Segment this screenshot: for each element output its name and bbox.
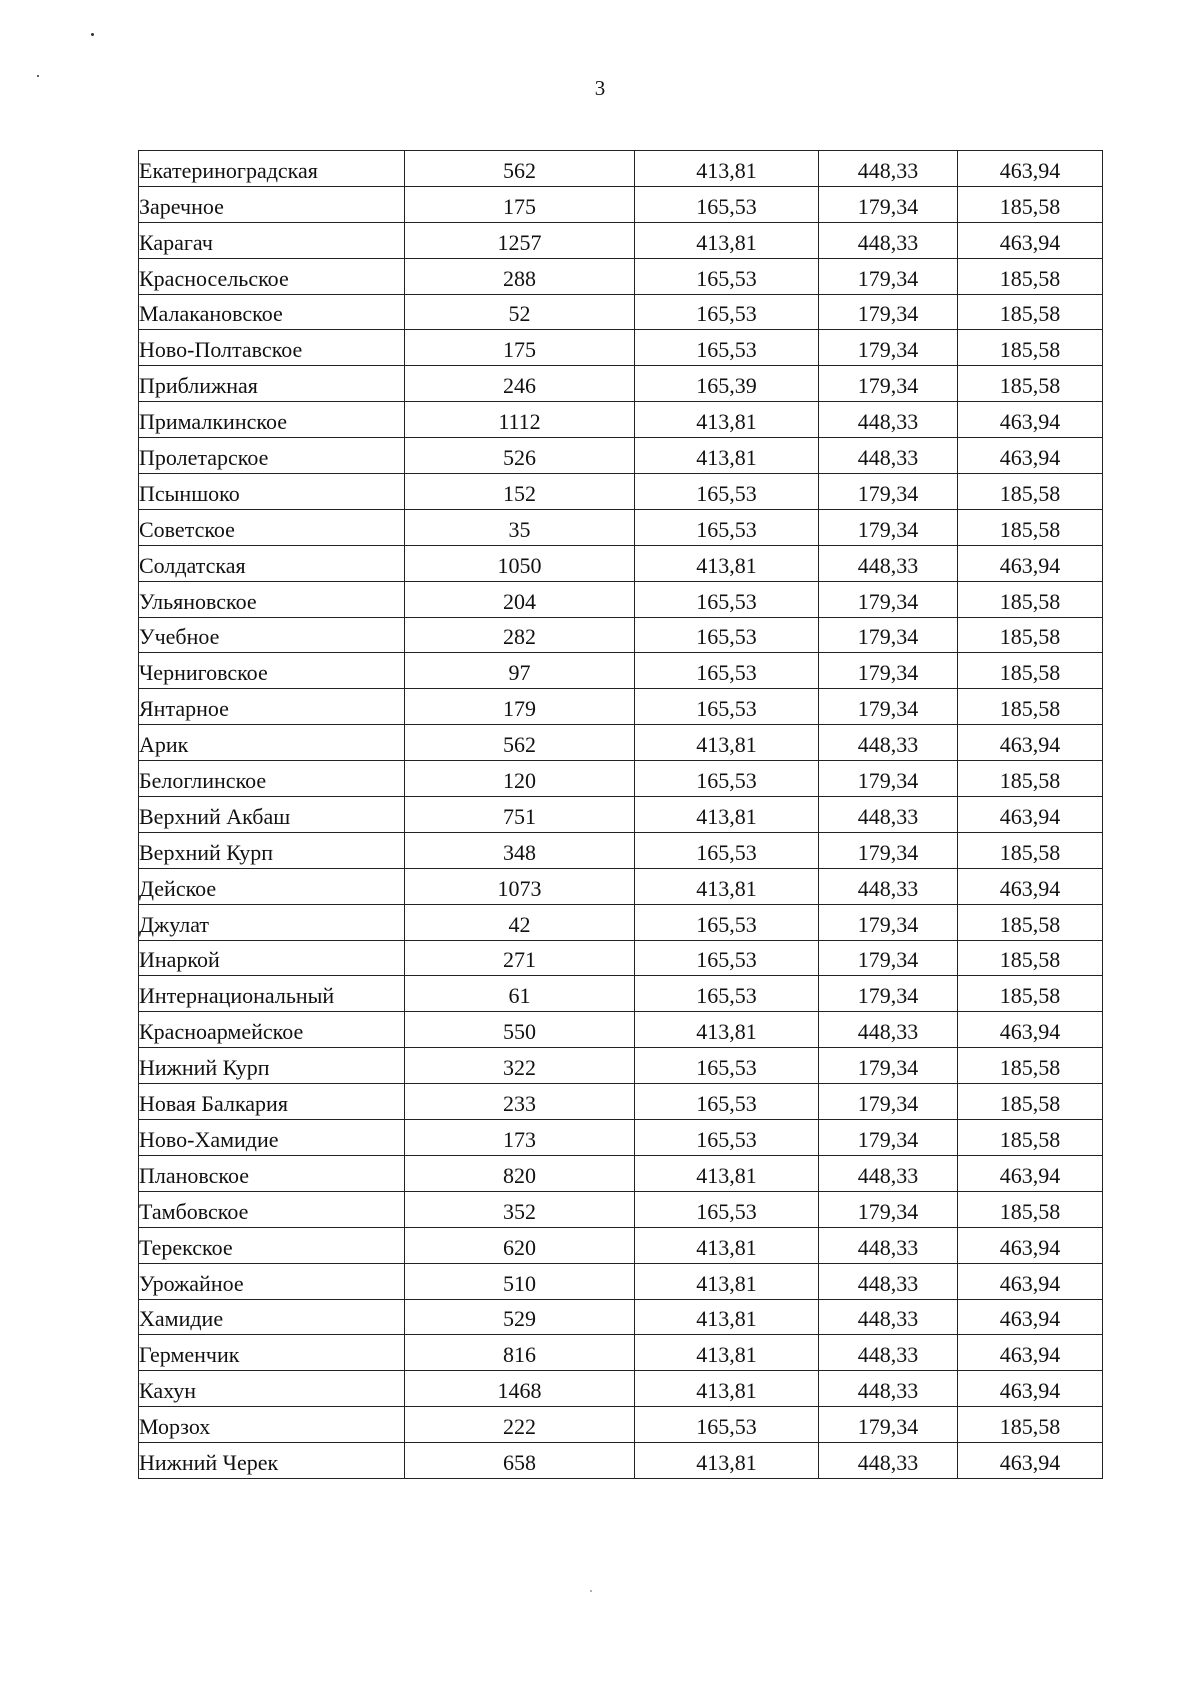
rate-2-cell: 448,33 — [819, 402, 958, 438]
rate-3-cell: 185,58 — [958, 1120, 1103, 1156]
table-row — [139, 509, 1103, 545]
table-row — [139, 1012, 1103, 1048]
table-row — [139, 366, 1103, 402]
settlement-name-cell: Солдатская — [139, 545, 405, 581]
rate-3-cell: 185,58 — [958, 186, 1103, 222]
rate-2-cell: 179,34 — [819, 653, 958, 689]
rate-2-cell: 179,34 — [819, 617, 958, 653]
table-body — [139, 151, 1103, 1479]
count-cell: 526 — [405, 438, 635, 474]
rate-1-cell: 165,53 — [635, 761, 819, 797]
rate-1-cell: 165,53 — [635, 1084, 819, 1120]
rate-3-cell: 185,58 — [958, 366, 1103, 402]
count-cell: 120 — [405, 761, 635, 797]
rate-1-cell: 165,53 — [635, 330, 819, 366]
count-cell: 620 — [405, 1227, 635, 1263]
rate-3-cell: 463,94 — [958, 1299, 1103, 1335]
count-cell: 1073 — [405, 868, 635, 904]
settlement-name-cell: Черниговское — [139, 653, 405, 689]
rate-3-cell: 185,58 — [958, 653, 1103, 689]
rate-2-cell: 179,34 — [819, 581, 958, 617]
rate-1-cell: 165,53 — [635, 1407, 819, 1443]
rate-2-cell: 448,33 — [819, 868, 958, 904]
table-row — [139, 832, 1103, 868]
table-row — [139, 725, 1103, 761]
rate-1-cell: 413,81 — [635, 222, 819, 258]
table-row — [139, 330, 1103, 366]
rate-2-cell: 179,34 — [819, 186, 958, 222]
rate-2-cell: 179,34 — [819, 689, 958, 725]
rate-2-cell: 448,33 — [819, 1335, 958, 1371]
rate-3-cell: 463,94 — [958, 1155, 1103, 1191]
count-cell: 204 — [405, 581, 635, 617]
count-cell: 173 — [405, 1120, 635, 1156]
settlement-name-cell: Интернациональный — [139, 976, 405, 1012]
rate-2-cell: 179,34 — [819, 976, 958, 1012]
rate-1-cell: 165,53 — [635, 474, 819, 510]
table-row — [139, 545, 1103, 581]
rate-3-cell: 185,58 — [958, 581, 1103, 617]
page-number: 3 — [594, 76, 606, 100]
count-cell: 152 — [405, 474, 635, 510]
rate-3-cell: 185,58 — [958, 617, 1103, 653]
settlement-name-cell: Малакановское — [139, 294, 405, 330]
settlement-name-cell: Приближная — [139, 366, 405, 402]
rate-1-cell: 165,53 — [635, 904, 819, 940]
rate-1-cell: 165,53 — [635, 689, 819, 725]
count-cell: 1468 — [405, 1371, 635, 1407]
settlement-name-cell: Кахун — [139, 1371, 405, 1407]
table-row — [139, 438, 1103, 474]
rate-2-cell: 448,33 — [819, 1012, 958, 1048]
rate-2-cell: 179,34 — [819, 1407, 958, 1443]
table-row — [139, 1084, 1103, 1120]
count-cell: 282 — [405, 617, 635, 653]
rate-3-cell: 463,94 — [958, 1443, 1103, 1479]
rate-3-cell: 463,94 — [958, 868, 1103, 904]
table-row — [139, 151, 1103, 187]
table-row — [139, 258, 1103, 294]
rate-2-cell: 448,33 — [819, 222, 958, 258]
rate-2-cell: 179,34 — [819, 1084, 958, 1120]
rate-1-cell: 413,81 — [635, 438, 819, 474]
rate-1-cell: 165,53 — [635, 832, 819, 868]
settlement-name-cell: Новая Балкария — [139, 1084, 405, 1120]
scan-speck — [590, 1590, 592, 1592]
rate-1-cell: 413,81 — [635, 1299, 819, 1335]
rate-2-cell: 179,34 — [819, 258, 958, 294]
rate-1-cell: 165,53 — [635, 617, 819, 653]
table-row — [139, 1155, 1103, 1191]
table-row — [139, 402, 1103, 438]
settlement-name-cell: Арик — [139, 725, 405, 761]
rate-1-cell: 413,81 — [635, 1371, 819, 1407]
settlement-name-cell: Герменчик — [139, 1335, 405, 1371]
rate-3-cell: 463,94 — [958, 797, 1103, 833]
table-row — [139, 294, 1103, 330]
rate-2-cell: 179,34 — [819, 761, 958, 797]
rate-2-cell: 179,34 — [819, 1048, 958, 1084]
rate-3-cell: 463,94 — [958, 151, 1103, 187]
scan-speck — [91, 33, 94, 36]
settlement-name-cell: Екатериноградская — [139, 151, 405, 187]
table-row — [139, 1227, 1103, 1263]
rate-1-cell: 165,39 — [635, 366, 819, 402]
settlement-name-cell: Карагач — [139, 222, 405, 258]
rate-2-cell: 179,34 — [819, 940, 958, 976]
count-cell: 42 — [405, 904, 635, 940]
settlement-name-cell: Янтарное — [139, 689, 405, 725]
table-row — [139, 617, 1103, 653]
rate-2-cell: 448,33 — [819, 1371, 958, 1407]
rate-3-cell: 185,58 — [958, 689, 1103, 725]
settlement-name-cell: Красносельское — [139, 258, 405, 294]
count-cell: 246 — [405, 366, 635, 402]
table-row — [139, 581, 1103, 617]
table-row — [139, 222, 1103, 258]
rate-2-cell: 448,33 — [819, 1227, 958, 1263]
table-row — [139, 186, 1103, 222]
count-cell: 61 — [405, 976, 635, 1012]
table-row — [139, 976, 1103, 1012]
table-row — [139, 868, 1103, 904]
rate-1-cell: 413,81 — [635, 1335, 819, 1371]
table-row — [139, 940, 1103, 976]
rate-3-cell: 185,58 — [958, 832, 1103, 868]
table-row — [139, 1048, 1103, 1084]
settlement-name-cell: Ульяновское — [139, 581, 405, 617]
rate-1-cell: 165,53 — [635, 1048, 819, 1084]
count-cell: 35 — [405, 509, 635, 545]
rate-1-cell: 165,53 — [635, 940, 819, 976]
rate-1-cell: 165,53 — [635, 509, 819, 545]
rate-1-cell: 413,81 — [635, 725, 819, 761]
settlement-name-cell: Верхний Курп — [139, 832, 405, 868]
settlement-name-cell: Белоглинское — [139, 761, 405, 797]
rate-3-cell: 463,94 — [958, 1371, 1103, 1407]
settlement-name-cell: Ново-Хамидие — [139, 1120, 405, 1156]
rate-1-cell: 413,81 — [635, 797, 819, 833]
count-cell: 179 — [405, 689, 635, 725]
count-cell: 820 — [405, 1155, 635, 1191]
count-cell: 1112 — [405, 402, 635, 438]
rate-1-cell: 165,53 — [635, 653, 819, 689]
rate-3-cell: 463,94 — [958, 725, 1103, 761]
rate-3-cell: 463,94 — [958, 222, 1103, 258]
table-row — [139, 653, 1103, 689]
settlement-name-cell: Псыншоко — [139, 474, 405, 510]
rate-1-cell: 165,53 — [635, 1120, 819, 1156]
settlement-name-cell: Заречное — [139, 186, 405, 222]
table-row — [139, 1191, 1103, 1227]
rate-2-cell: 448,33 — [819, 1299, 958, 1335]
rate-3-cell: 463,94 — [958, 402, 1103, 438]
rate-2-cell: 179,34 — [819, 294, 958, 330]
settlements-table — [138, 150, 1103, 1479]
table-row — [139, 1299, 1103, 1335]
rate-2-cell: 448,33 — [819, 1263, 958, 1299]
settlement-name-cell: Терекское — [139, 1227, 405, 1263]
table-row — [139, 761, 1103, 797]
rate-1-cell: 165,53 — [635, 976, 819, 1012]
settlement-name-cell: Ново-Полтавское — [139, 330, 405, 366]
rate-3-cell: 185,58 — [958, 976, 1103, 1012]
table-row — [139, 474, 1103, 510]
rate-3-cell: 185,58 — [958, 1407, 1103, 1443]
rate-2-cell: 448,33 — [819, 438, 958, 474]
count-cell: 322 — [405, 1048, 635, 1084]
rate-2-cell: 179,34 — [819, 1120, 958, 1156]
table-row — [139, 797, 1103, 833]
rate-3-cell: 463,94 — [958, 545, 1103, 581]
count-cell: 222 — [405, 1407, 635, 1443]
count-cell: 175 — [405, 186, 635, 222]
count-cell: 816 — [405, 1335, 635, 1371]
rate-3-cell: 185,58 — [958, 1191, 1103, 1227]
rate-1-cell: 413,81 — [635, 1012, 819, 1048]
table-row — [139, 1371, 1103, 1407]
count-cell: 562 — [405, 151, 635, 187]
settlement-name-cell: Учебное — [139, 617, 405, 653]
count-cell: 352 — [405, 1191, 635, 1227]
settlement-name-cell: Джулат — [139, 904, 405, 940]
count-cell: 233 — [405, 1084, 635, 1120]
rate-2-cell: 448,33 — [819, 1155, 958, 1191]
settlement-name-cell: Нижний Курп — [139, 1048, 405, 1084]
rate-1-cell: 165,53 — [635, 581, 819, 617]
rate-3-cell: 185,58 — [958, 258, 1103, 294]
rate-2-cell: 179,34 — [819, 1191, 958, 1227]
count-cell: 510 — [405, 1263, 635, 1299]
settlement-name-cell: Урожайное — [139, 1263, 405, 1299]
settlement-name-cell: Нижний Черек — [139, 1443, 405, 1479]
rate-2-cell: 448,33 — [819, 1443, 958, 1479]
rate-3-cell: 463,94 — [958, 438, 1103, 474]
table-row — [139, 1120, 1103, 1156]
rate-1-cell: 413,81 — [635, 868, 819, 904]
rate-3-cell: 185,58 — [958, 1084, 1103, 1120]
rate-2-cell: 179,34 — [819, 509, 958, 545]
rate-1-cell: 413,81 — [635, 1443, 819, 1479]
rate-3-cell: 185,58 — [958, 904, 1103, 940]
table-row — [139, 689, 1103, 725]
count-cell: 529 — [405, 1299, 635, 1335]
table-row — [139, 1407, 1103, 1443]
rate-1-cell: 165,53 — [635, 186, 819, 222]
rate-2-cell: 448,33 — [819, 797, 958, 833]
count-cell: 1257 — [405, 222, 635, 258]
settlement-name-cell: Плановское — [139, 1155, 405, 1191]
rate-1-cell: 413,81 — [635, 545, 819, 581]
settlement-name-cell: Прималкинское — [139, 402, 405, 438]
rate-3-cell: 185,58 — [958, 761, 1103, 797]
settlement-name-cell: Верхний Акбаш — [139, 797, 405, 833]
count-cell: 1050 — [405, 545, 635, 581]
count-cell: 348 — [405, 832, 635, 868]
rate-3-cell: 185,58 — [958, 294, 1103, 330]
rate-2-cell: 179,34 — [819, 904, 958, 940]
settlement-name-cell: Пролетарское — [139, 438, 405, 474]
rate-3-cell: 185,58 — [958, 940, 1103, 976]
table-row — [139, 1443, 1103, 1479]
rate-2-cell: 179,34 — [819, 330, 958, 366]
rate-1-cell: 413,81 — [635, 151, 819, 187]
rate-3-cell: 185,58 — [958, 330, 1103, 366]
rate-2-cell: 179,34 — [819, 366, 958, 402]
rate-2-cell: 448,33 — [819, 725, 958, 761]
count-cell: 52 — [405, 294, 635, 330]
settlement-name-cell: Инаркой — [139, 940, 405, 976]
count-cell: 550 — [405, 1012, 635, 1048]
rate-1-cell: 413,81 — [635, 1227, 819, 1263]
settlement-name-cell: Дейское — [139, 868, 405, 904]
count-cell: 175 — [405, 330, 635, 366]
rate-2-cell: 448,33 — [819, 151, 958, 187]
count-cell: 658 — [405, 1443, 635, 1479]
rate-1-cell: 413,81 — [635, 1155, 819, 1191]
settlement-name-cell: Красноармейское — [139, 1012, 405, 1048]
settlement-name-cell: Советское — [139, 509, 405, 545]
rate-2-cell: 179,34 — [819, 474, 958, 510]
rate-1-cell: 165,53 — [635, 294, 819, 330]
count-cell: 271 — [405, 940, 635, 976]
rate-1-cell: 413,81 — [635, 402, 819, 438]
rate-3-cell: 185,58 — [958, 509, 1103, 545]
table-row — [139, 1263, 1103, 1299]
count-cell: 97 — [405, 653, 635, 689]
rate-3-cell: 463,94 — [958, 1227, 1103, 1263]
rate-3-cell: 463,94 — [958, 1335, 1103, 1371]
rate-3-cell: 463,94 — [958, 1012, 1103, 1048]
rate-1-cell: 165,53 — [635, 258, 819, 294]
settlement-name-cell: Морзох — [139, 1407, 405, 1443]
settlement-name-cell: Хамидие — [139, 1299, 405, 1335]
rate-1-cell: 165,53 — [635, 1191, 819, 1227]
settlement-name-cell: Тамбовское — [139, 1191, 405, 1227]
rate-3-cell: 463,94 — [958, 1263, 1103, 1299]
table-row — [139, 1335, 1103, 1371]
rate-1-cell: 413,81 — [635, 1263, 819, 1299]
count-cell: 562 — [405, 725, 635, 761]
table-row — [139, 904, 1103, 940]
count-cell: 751 — [405, 797, 635, 833]
rate-3-cell: 185,58 — [958, 1048, 1103, 1084]
count-cell: 288 — [405, 258, 635, 294]
rate-2-cell: 179,34 — [819, 832, 958, 868]
rate-2-cell: 448,33 — [819, 545, 958, 581]
rate-3-cell: 185,58 — [958, 474, 1103, 510]
